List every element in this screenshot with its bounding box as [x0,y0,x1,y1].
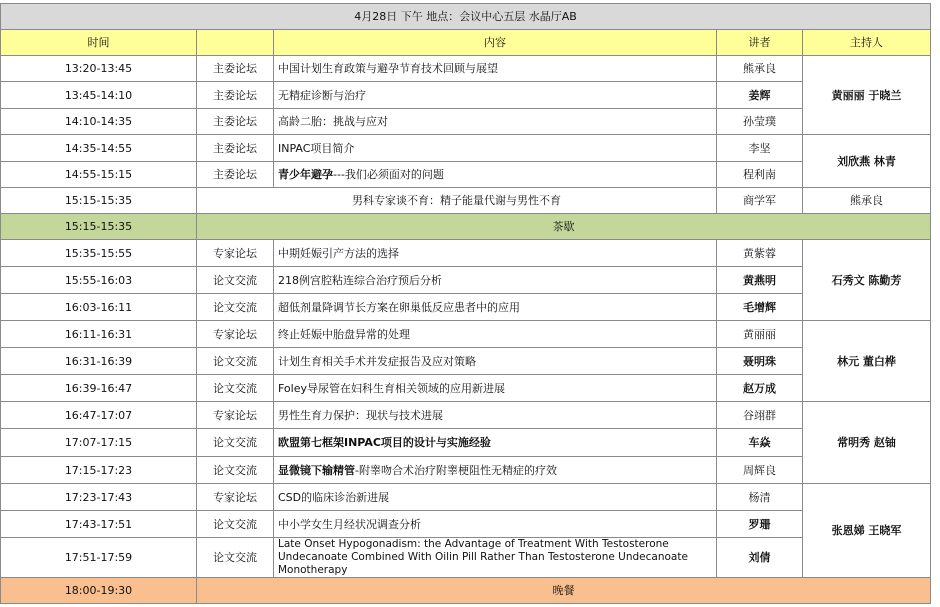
dinner-time: 18:00-19:30 [1,578,197,604]
row-time: 17:07-17:15 [1,429,197,457]
row-type: 主委论坛 [197,82,274,109]
row-speaker: 谷翊群 [717,402,803,429]
row-type: 专家论坛 [197,402,274,429]
row-content: 中期妊娠引产方法的选择 [274,240,717,267]
table-row [1,457,931,484]
row-type: 论文交流 [197,294,274,321]
agenda-title: 4月28日 下午 地点：会议中心五层 水晶厅AB [1,4,931,30]
table-row [1,267,931,294]
row-type: 论文交流 [197,511,274,538]
row-time: 16:31-16:39 [1,348,197,375]
row-type: 论文交流 [197,375,274,402]
table-row [1,240,931,267]
row-type: 论文交流 [197,538,274,578]
row-time: 13:20-13:45 [1,56,197,82]
table-row [1,402,931,429]
row-time: 16:03-16:11 [1,294,197,321]
row-content: 男性生育力保护：现状与技术进展 [274,402,717,429]
row-speaker: 黄燕明 [717,267,803,294]
row-speaker: 聂明珠 [717,348,803,375]
row-type: 主委论坛 [197,109,274,135]
row-content: 男科专家谈不育：精子能量代谢与男性不育 [197,188,717,214]
row-content: Late Onset Hypogonadism: the Advantage of Treatment With Testosterone Undecanoate Combined With Oilin Pill Rather Than Testosterone Undecanoate Monotherapy [274,538,717,578]
header-row [1,30,931,56]
row-time: 17:51-17:59 [1,538,197,578]
table-row [1,109,931,135]
row-time: 15:55-16:03 [1,267,197,294]
row-content-bold: 显微镜下输精管 [278,463,355,477]
row-time: 15:35-15:55 [1,240,197,267]
row-time: 17:15-17:23 [1,457,197,484]
table-row [1,538,931,578]
dinner-label: 晚餐 [197,578,931,604]
table-row [1,56,931,82]
header-content: 内容 [274,30,717,56]
row-content: INPAC项目简介 [274,135,717,162]
row-content: 超低剂量降调节长方案在卵巢低反应患者中的应用 [274,294,717,321]
header-host: 主持人 [803,30,931,56]
row-type: 论文交流 [197,457,274,484]
row-content-tail: ---我们必须面对的问题 [333,168,444,181]
host-cell: 熊承良 [803,188,931,214]
header-time: 时间 [1,30,197,56]
row-type: 主委论坛 [197,135,274,162]
row-type: 论文交流 [197,429,274,457]
row-time: 16:47-17:07 [1,402,197,429]
table-row [1,188,931,214]
row-speaker: 孙莹璞 [717,109,803,135]
row-time: 17:43-17:51 [1,511,197,538]
row-content-bold: 青少年避孕 [278,168,333,181]
agenda-container [0,3,931,604]
row-type: 论文交流 [197,267,274,294]
row-content: 终止妊娠中胎盘异常的处理 [274,321,717,348]
table-row [1,511,931,538]
row-type: 主委论坛 [197,162,274,188]
row-type: 专家论坛 [197,321,274,348]
row-speaker: 黄紫蓉 [717,240,803,267]
row-type: 专家论坛 [197,240,274,267]
row-content: 中国计划生育政策与避孕节育技术回顾与展望 [274,56,717,82]
row-content: CSD的临床诊治新进展 [274,484,717,511]
tea-break-label: 茶歇 [197,214,931,240]
table-row [1,135,931,162]
row-content: 中小学女生月经状况调查分析 [274,511,717,538]
title-row [1,4,931,30]
table-row [1,484,931,511]
row-time: 14:10-14:35 [1,109,197,135]
row-speaker: 刘倩 [717,538,803,578]
table-row [1,429,931,457]
row-time: 17:23-17:43 [1,484,197,511]
row-speaker: 李坚 [717,135,803,162]
tea-break-time: 15:15-15:35 [1,214,197,240]
row-time: 16:11-16:31 [1,321,197,348]
row-time: 14:35-14:55 [1,135,197,162]
row-speaker: 周辉良 [717,457,803,484]
row-time: 15:15-15:35 [1,188,197,214]
row-speaker: 罗珊 [717,511,803,538]
row-content-tail: -附睾吻合术治疗附睾梗阻性无精症的疗效 [355,463,557,477]
row-time: 16:39-16:47 [1,375,197,402]
row-content: 计划生育相关手术并发症报告及应对策略 [274,348,717,375]
row-speaker: 车焱 [717,429,803,457]
row-speaker: 杨清 [717,484,803,511]
row-speaker: 熊承良 [717,56,803,82]
table-row [1,294,931,321]
row-speaker: 毛增辉 [717,294,803,321]
row-speaker: 商学军 [717,188,803,214]
table-row [1,321,931,348]
table-row [1,82,931,109]
header-speaker: 讲者 [717,30,803,56]
table-row [1,348,931,375]
table-row [1,162,931,188]
header-type [197,30,274,56]
host-cell: 刘欣燕 林青 [803,135,931,188]
row-content: 218例宫腔粘连综合治疗预后分析 [274,267,717,294]
row-speaker: 程利南 [717,162,803,188]
host-cell: 张恩娣 王晓军 [803,484,931,578]
row-type: 论文交流 [197,348,274,375]
host-cell: 石秀文 陈勤芳 [803,240,931,321]
host-cell: 林元 董白桦 [803,321,931,402]
row-content [274,162,717,188]
table-row [1,375,931,402]
row-content: 欧盟第七框架INPAC项目的设计与实施经验 [274,429,717,457]
row-type: 主委论坛 [197,56,274,82]
row-speaker: 赵万成 [717,375,803,402]
row-time: 13:45-14:10 [1,82,197,109]
row-content: Foley导尿管在妇科生育相关领域的应用新进展 [274,375,717,402]
row-speaker: 黄丽丽 [717,321,803,348]
row-content [274,457,717,484]
host-cell: 常明秀 赵铀 [803,402,931,484]
row-type: 专家论坛 [197,484,274,511]
dinner-row [1,578,931,604]
row-content: 无精症诊断与治疗 [274,82,717,109]
host-cell: 黄丽丽 于晓兰 [803,56,931,135]
tea-break-row [1,214,931,240]
row-content: 高龄二胎：挑战与应对 [274,109,717,135]
row-time: 14:55-15:15 [1,162,197,188]
agenda-table [0,3,931,604]
row-speaker: 姜辉 [717,82,803,109]
